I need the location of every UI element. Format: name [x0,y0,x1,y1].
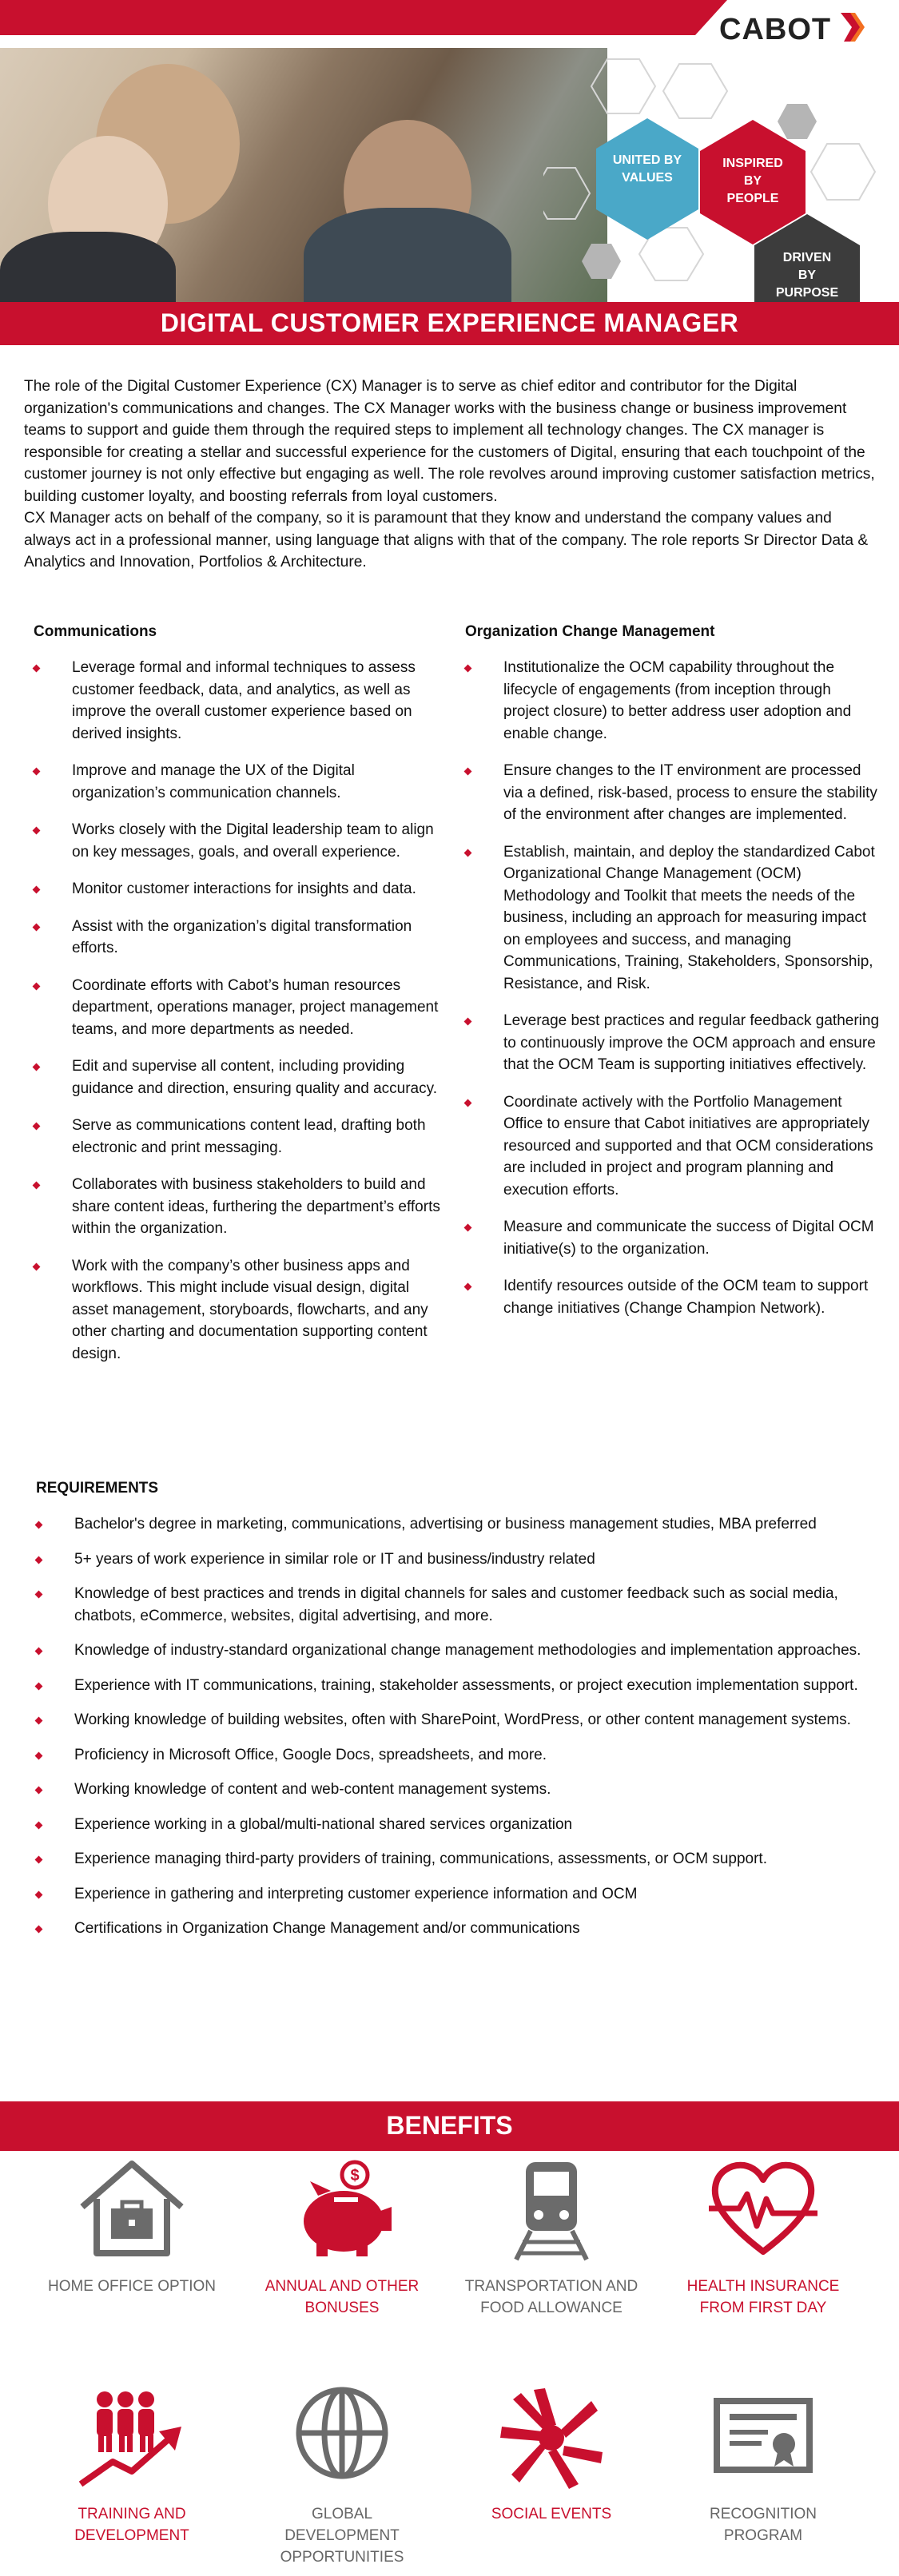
intro-paragraph: CX Manager acts on behalf of the company, so it is paramount that they know and understand the company values and always act in a professional manner, using language that aligns with that of the company. The role reports Sr Director Data & Analytics and Innovation, Portfolios & Architecture. [24,510,869,570]
list-item: Measure and communicate the success of Digital OCM initiative(s) to the organization. [465,1216,881,1260]
header-banner [0,0,899,345]
list-item: 5+ years of work experience in similar role or IT and business/industry related [36,1548,883,1571]
bullet-icon [464,1018,472,1026]
hex-united-by-values: UNITED BY VALUES [596,118,698,240]
bullet-icon [464,1099,472,1107]
bullet-icon [35,1521,43,1529]
benefit-social-events [463,2385,639,2525]
list-item: Working knowledge of content and web-content management systems. [36,1779,883,1801]
list-item: Bachelor's degree in marketing, communications, advertising or business management studies, MBA preferred [36,1513,883,1536]
list-item: Identify resources outside of the OCM team to support change initiatives (Change Champion Network). [465,1275,881,1319]
benefit-recognition [675,2385,851,2546]
bullet-icon [35,1648,43,1656]
communications-section [34,623,449,1380]
team-photo [0,48,607,302]
list-item: Knowledge of industry-standard organizational change management methodologies and implementation approaches. [36,1640,883,1662]
globe-icon [286,2385,398,2489]
bullet-icon [35,1556,43,1564]
list-item: Institutionalize the OCM capability throughout the lifecycle of engagements (from inception through project closure) to better address user adoption and enable change. [465,657,881,745]
bullet-icon [35,1751,43,1759]
benefits-band [0,2101,899,2151]
list-item: Improve and manage the UX of the Digital organization’s communication channels. [34,760,449,804]
benefit-label: ANNUAL AND OTHER BONUSES [265,2278,420,2316]
growth-people-icon [76,2385,188,2489]
benefit-bonuses [254,2157,430,2319]
heart-pulse-icon [707,2157,819,2261]
requirements-section [36,1480,883,1953]
cabot-logo [719,11,879,46]
bullet-icon [33,1063,41,1071]
page-title: DIGITAL CUSTOMER EXPERIENCE MANAGER [160,308,739,337]
bullet-icon [464,665,472,673]
top-accent-band [0,0,695,35]
bullet-icon [35,1821,43,1829]
ocm-list [465,657,881,1319]
list-item: Experience working in a global/multi-national shared services organization [36,1814,883,1836]
bullet-icon [35,1890,43,1898]
list-item: Working knowledge of building websites, often with SharePoint, WordPress, or other content management systems. [36,1709,883,1731]
bullet-icon [35,1682,43,1690]
benefit-label: HEALTH INSURANCE FROM FIRST DAY [686,2278,840,2316]
hands-together-icon [495,2385,607,2489]
section-heading: Communications [34,623,157,640]
list-item: Proficiency in Microsoft Office, Google Docs, spreadsheets, and more. [36,1744,883,1767]
list-item: Coordinate actively with the Portfolio Management Office to ensure that Cabot initiatives are appropriately resourced and supported and that OCM considerations are included in project and program planning and execution efforts. [465,1091,881,1202]
list-item: Leverage formal and informal techniques to assess customer feedback, data, and analytics, as well as improve the overall customer experience based on derived insights. [34,657,449,745]
bullet-icon [33,827,41,835]
bullet-icon [33,768,41,776]
list-item: Serve as communications content lead, drafting both electronic and print messaging. [34,1115,449,1159]
bullet-icon [35,1926,43,1934]
benefit-home-office [44,2157,220,2297]
list-item: Certifications in Organization Change Management and/or communications [36,1918,883,1940]
benefit-training [44,2385,220,2546]
bullet-icon [464,849,472,857]
bullet-icon [33,1182,41,1190]
list-item: Work with the company’s other business apps and workflows. This might include visual design, digital asset management, storyboards, flowcharts, and any other charting and documentation supporting content design. [34,1255,449,1366]
list-item: Assist with the organization’s digital transformation efforts. [34,916,449,960]
list-item: Knowledge of best practices and trends in digital channels for sales and customer feedback such as social media, chatbots, eCommerce, websites, digital advertising, and more. [36,1583,883,1627]
title-band [0,302,899,345]
list-item: Experience managing third-party providers of training, communications, assessments, or OCM support. [36,1848,883,1870]
logo-mark-icon [837,11,866,43]
benefit-label: SOCIAL EVENTS [491,2506,612,2522]
train-icon [495,2157,607,2261]
list-item: Experience in gathering and interpreting customer experience information and OCM [36,1883,883,1906]
intro-section [24,376,879,574]
benefit-global [254,2385,430,2568]
bullet-icon [35,1717,43,1725]
bullet-icon [35,1856,43,1864]
bullet-icon [35,1591,43,1599]
list-item: Ensure changes to the IT environment are processed via a defined, risk-based, process to ensure the stability of the environment after changes are implemented. [465,760,881,826]
bullet-icon [33,982,41,990]
list-item: Monitor customer interactions for insights and data. [34,878,449,900]
list-item: Collaborates with business stakeholders to build and share content ideas, furthering the department’s efforts within the organization. [34,1174,449,1240]
requirements-list [36,1513,883,1940]
hex-inspired-by-people: INSPIRED BY PEOPLE [700,120,806,244]
logo-wordmark: CABOT [719,13,832,46]
bullet-icon [464,768,472,776]
list-item: Establish, maintain, and deploy the standardized Cabot Organizational Change Management (OCM) Methodology and Toolkit that meets the needs of the business, including an approach for measuring impact on employees and success, and managing Communications, Training, Stakeholders, Sponsorship, Resistance, and Risk. [465,841,881,996]
list-item: Experience with IT communications, training, stakeholder assessments, or project execution implementation support. [36,1675,883,1697]
bullet-icon [33,1262,41,1270]
certificate-icon [707,2385,819,2489]
hex-driven-by-purpose: DRIVEN BY PURPOSE [754,214,860,339]
bullet-icon [33,665,41,673]
benefit-label: HOME OFFICE OPTION [47,2278,217,2295]
piggy-bank-icon [286,2157,398,2261]
benefit-transportation [463,2157,639,2319]
bullet-icon [464,1224,472,1232]
list-item: Leverage best practices and regular feedback gathering to continuously improve the OCM approach and ensure that the OCM Team is supporting initiatives effectively. [465,1010,881,1076]
bullet-icon [33,1123,41,1131]
list-item: Coordinate efforts with Cabot’s human resources department, operations manager, project management teams, and more departments as needed. [34,975,449,1041]
list-item: Works closely with the Digital leadership team to align on key messages, goals, and overall experience. [34,819,449,863]
bullet-icon [33,923,41,931]
section-heading: REQUIREMENTS [36,1480,159,1497]
benefit-label: GLOBAL DEVELOPMENT OPPORTUNITIES [280,2506,404,2566]
bullet-icon [33,886,41,894]
benefit-label: RECOGNITION PROGRAM [709,2506,817,2544]
communications-list [34,657,449,1365]
intro-paragraph: The role of the Digital Customer Experience (CX) Manager is to serve as chief editor and contributor for the Digital organization's communications and changes. The CX Manager works with the business change or business improvement teams to support and guide them through the required steps to implement all technology changes. The CX manager is responsible for creating a stellar and successful experience for the customers of Digital, ensuring that each touchpoint of the customer journey is not only effective but engaging as well. The role revolves around improving customer satisfaction metrics, building customer loyalty, and boosting referrals from loyal customers. [24,378,875,505]
bullet-icon [464,1283,472,1291]
home-office-icon [76,2157,188,2261]
list-item: Edit and supervise all content, including providing guidance and direction, ensuring quality and accuracy. [34,1055,449,1099]
benefit-label: TRANSPORTATION AND FOOD ALLOWANCE [464,2278,638,2316]
section-heading: Organization Change Management [465,623,715,640]
benefit-label: TRAINING AND DEVELOPMENT [74,2506,189,2544]
benefits-title: BENEFITS [386,2111,513,2140]
svg-text:$: $ [350,2167,360,2184]
benefit-health [675,2157,851,2319]
bullet-icon [35,1787,43,1795]
ocm-section [465,623,881,1334]
